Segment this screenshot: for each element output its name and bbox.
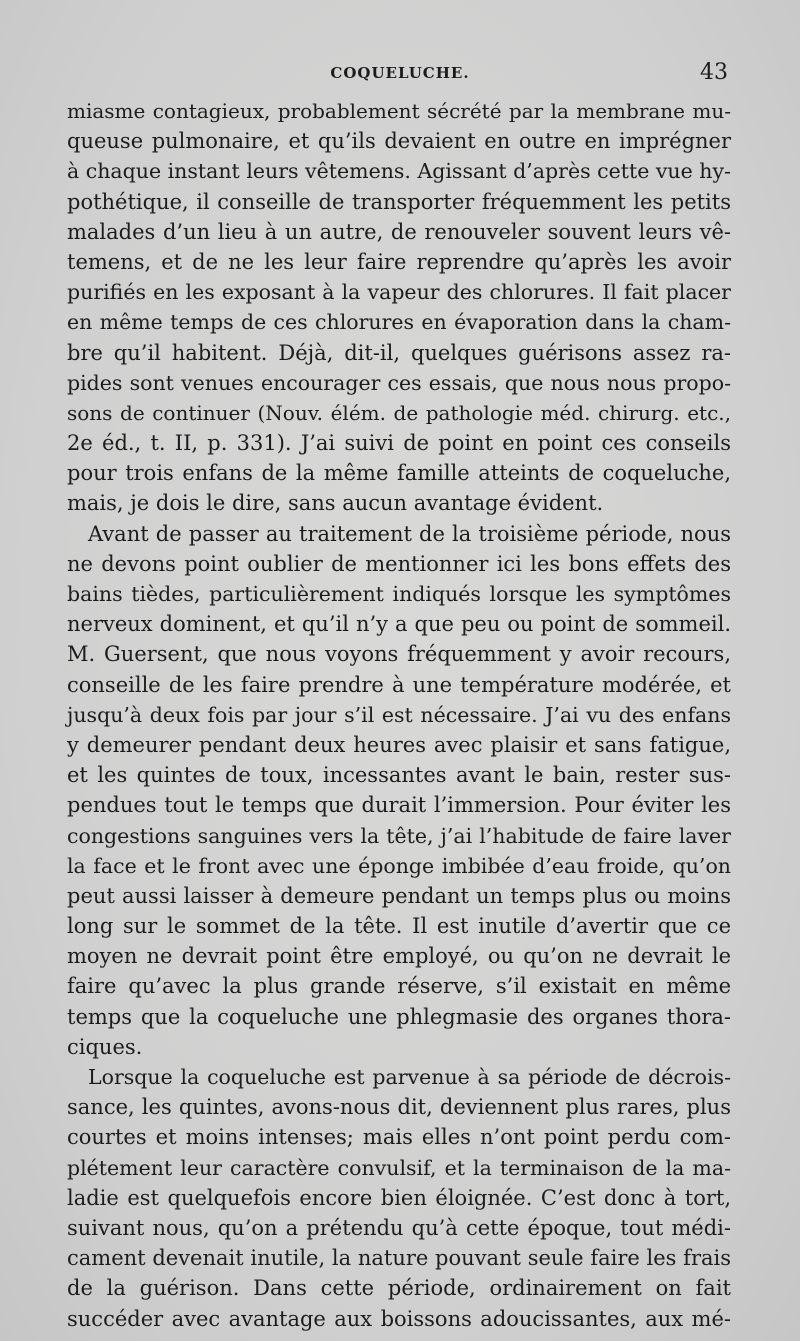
text-line: malades d’un lieu à un autre, de renouveler souvent leurs vê- (67, 219, 731, 244)
text-line: jusqu’à deux fois par jour s’il est nécessaire. J’ai vu des enfans (67, 702, 731, 727)
text-line: pendues tout le temps que durait l’immersion. Pour éviter les (67, 793, 731, 818)
text-line: queuse pulmonaire, et qu’ils devaient en outre en imprégner (67, 129, 731, 154)
running-title: COQUELUCHE. (330, 64, 470, 82)
text-line: succéder avec avantage aux boissons adoucissantes, aux mé- (67, 1306, 731, 1331)
text-line: conseille de les faire prendre à une température modérée, et (67, 672, 731, 697)
text-line: Lorsque la coqueluche est parvenue à sa période de décrois- (88, 1065, 731, 1089)
text-line: bre qu’il habitent. Déjà, dit-il, quelques guérisons assez ra- (67, 340, 731, 365)
text-line: et les quintes de toux, incessantes avant le bain, rester sus- (67, 763, 731, 788)
text-line: pides sont venues encourager ces essais, que nous nous propo- (67, 370, 731, 395)
text-line: temens, et de ne les leur faire reprendre qu’après les avoir (67, 249, 731, 274)
text-line: faire qu’avec la plus grande réserve, s’il existait en même (67, 974, 731, 999)
text-line: de la guérison. Dans cette période, ordinairement on fait (67, 1276, 731, 1301)
text-line: sons de continuer (Nouv. élém. de pathologie méd. chirurg. etc., (67, 400, 731, 425)
text-line: pothétique, il conseille de transporter fréquemment les petits (67, 189, 731, 214)
text-line: Avant de passer au traitement de la troisième période, nous (88, 521, 731, 546)
text-line: temps que la coqueluche une phlegmasie des organes thora- (67, 1004, 731, 1029)
text-line: la face et le front avec une éponge imbibée d’eau froide, qu’on (67, 853, 731, 878)
text-line: courtes et moins intenses; mais elles n’ont point perdu com- (67, 1125, 731, 1150)
text-line: miasme contagieux, probablement sécrété par la membrane mu- (67, 99, 731, 123)
text-line: bains tièdes, particulièrement indiqués lorsque les symptômes (67, 582, 731, 606)
text-line: ne devons point oublier de mentionner ici les bons effets des (67, 551, 731, 576)
text-line: ciques. (67, 1034, 143, 1059)
text-line: M. Guersent, que nous voyons fréquemment y avoir recours, (67, 642, 731, 667)
body-text (67, 96, 731, 1334)
text-line: moyen ne devrait point être employé, ou qu’on ne devrait le (67, 944, 731, 969)
text-line: 2e éd., t. II, p. 331). J’ai suivi de point en point ces conseils (67, 431, 731, 456)
text-line: pour trois enfans de la même famille atteints de coqueluche, (67, 461, 731, 486)
text-line: suivant nous, qu’on a prétendu qu’à cette époque, tout médi- (67, 1215, 731, 1240)
text-line: y demeurer pendant deux heures avec plaisir et sans fatigue, (67, 732, 731, 757)
text-line: mais, je dois le dire, sans aucun avantage évident. (67, 491, 604, 516)
text-line: ladie est quelquefois encore bien éloignée. C’est donc à tort, (67, 1185, 731, 1210)
text-line: à chaque instant leurs vêtemens. Agissant d’après cette vue hy- (67, 159, 731, 184)
text-line: purifiés en les exposant à la vapeur des chlorures. Il fait placer (67, 280, 731, 305)
text-line: sance, les quintes, avons-nous dit, deviennent plus rares, plus (67, 1095, 731, 1120)
text-line: congestions sanguines vers la tête, j’ai l’habitude de faire laver (67, 823, 731, 848)
page-number: 43 (700, 60, 728, 85)
text-line: plétement leur caractère convulsif, et la terminaison de la ma- (67, 1155, 731, 1180)
text-line: long sur le sommet de la tête. Il est inutile d’avertir que ce (67, 914, 731, 939)
text-line: en même temps de ces chlorures en évaporation dans la cham- (67, 310, 731, 335)
text-line: peut aussi laisser à demeure pendant un temps plus ou moins (67, 883, 731, 908)
text-line: nerveux dominent, et qu’il n’y a que peu ou point de sommeil. (67, 612, 731, 637)
text-line: cament devenait inutile, la nature pouvant seule faire les frais (67, 1246, 731, 1271)
